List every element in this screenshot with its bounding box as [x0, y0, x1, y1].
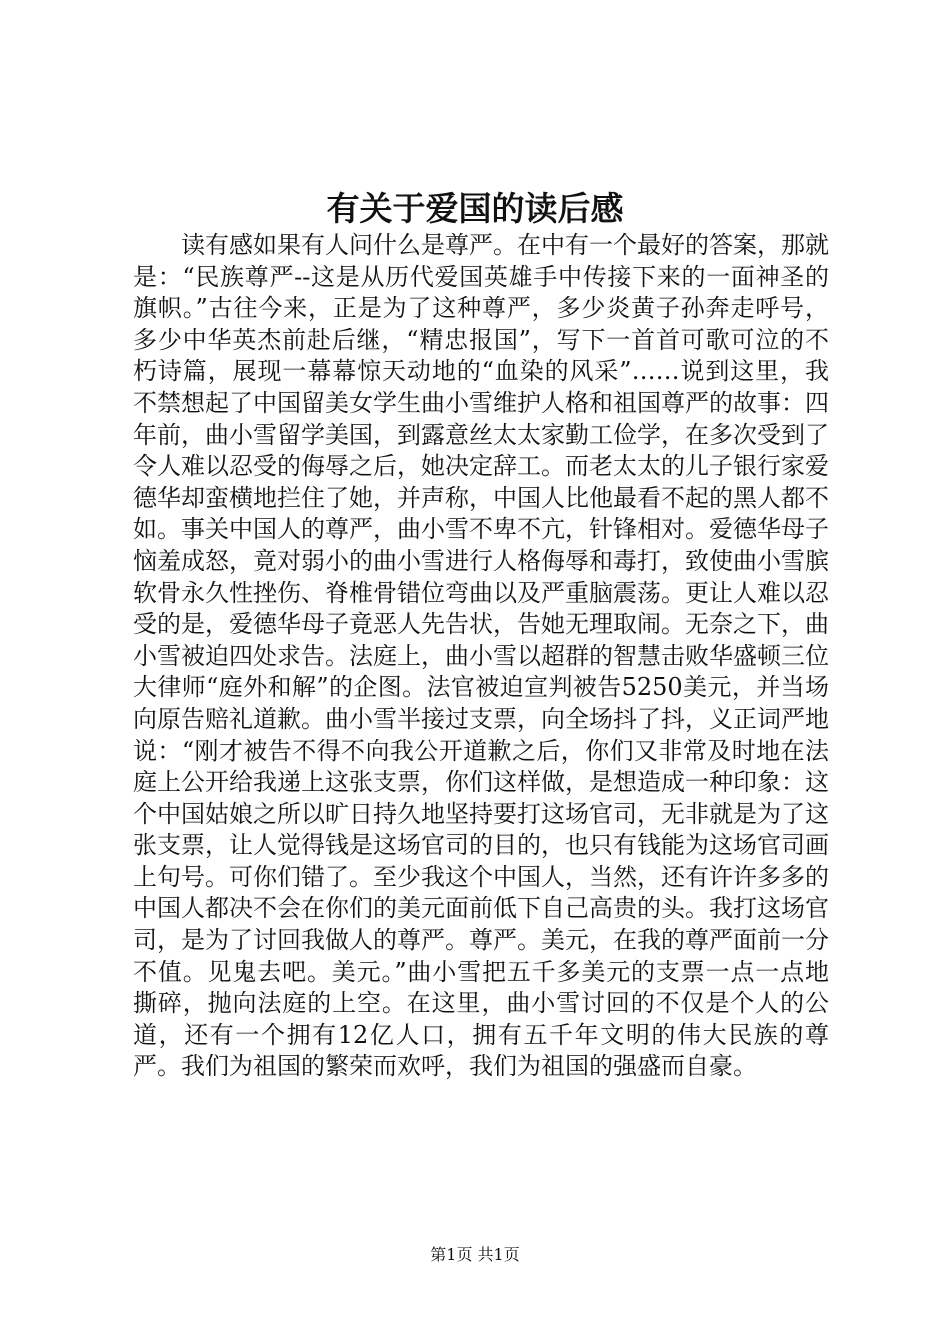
page-footer: 第1页 共1页 — [430, 1245, 520, 1264]
body-paragraph: 读有感如果有人问什么是尊严。在中有一个最好的答案，那就是：“民族尊严--这是从历代爱国英雄手中传接下来的一面神圣的旗帜。”古往今来，正是为了这种尊严，多少炎黄子孙奔走呼号，多少中华英杰前赴后继，“精忠报国”，写下一首首可歌可泣的不朽诗篇，展现一幕幕惊天动地的“血染的风采”……说到这里，我不禁想起了中国留美女学生曲小雪维护人格和祖国尊严的故事：四年前，曲小雪留学美国，到露意丝太太家勤工俭学，在多次受到了令人难以忍受的侮辱之后，她决定辞工。而老太太的儿子银行家爱德华却蛮横地拦住了她，并声称，中国人比他最看不起的黑人都不如。事关中国人的尊严，曲小雪不卑不亢，针锋相对。爱德华母子恼羞成怒，竟对弱小的曲小雪进行人格侮辱和毒打，致使曲小雪膑软骨永久性挫伤、脊椎骨错位弯曲以及严重脑震荡。更让人难以忍受的是，爱德华母子竟恶人先告状，告她无理取闹。无奈之下，曲小雪被迫四处求告。法庭上，曲小雪以超群的智慧击败华盛顿三位大律师“庭外和解”的企图。法官被迫宣判被告5250美元，并当场向原告赔礼道歉。曲小雪半接过支票，向全场抖了抖，义正词严地说：“刚才被告不得不向我公开道歉之后，你们又非常及时地在法庭上公开给我递上这张支票，你们这样做，是想造成一种印象：这个中国姑娘之所以旷日持久地坚持要打这场官司，无非就是为了这张支票，让人觉得钱是这场官司的目的，也只有钱能为这场官司画上句号。可你们错了。至少我这个中国人，当然，还有许许多多的中国人都决不会在你们的美元面前低下自己高贵的头。我打这场官司，是为了讨回我做人的尊严。尊严。美元，在我的尊严面前一分不值。见鬼去吧。美元。”曲小雪把五千多美元的支票一点一点地撕碎，抛向法庭的上空。在这里，曲小雪讨回的不仅是个人的公道，还有一个拥有12亿人口，拥有五千年文明的伟大民族的尊严。我们为祖国的繁荣而欢呼，我们为祖国的强盛而自豪。 — [133, 231, 829, 1081]
document-title: 有关于爱国的读后感 — [326, 189, 624, 228]
